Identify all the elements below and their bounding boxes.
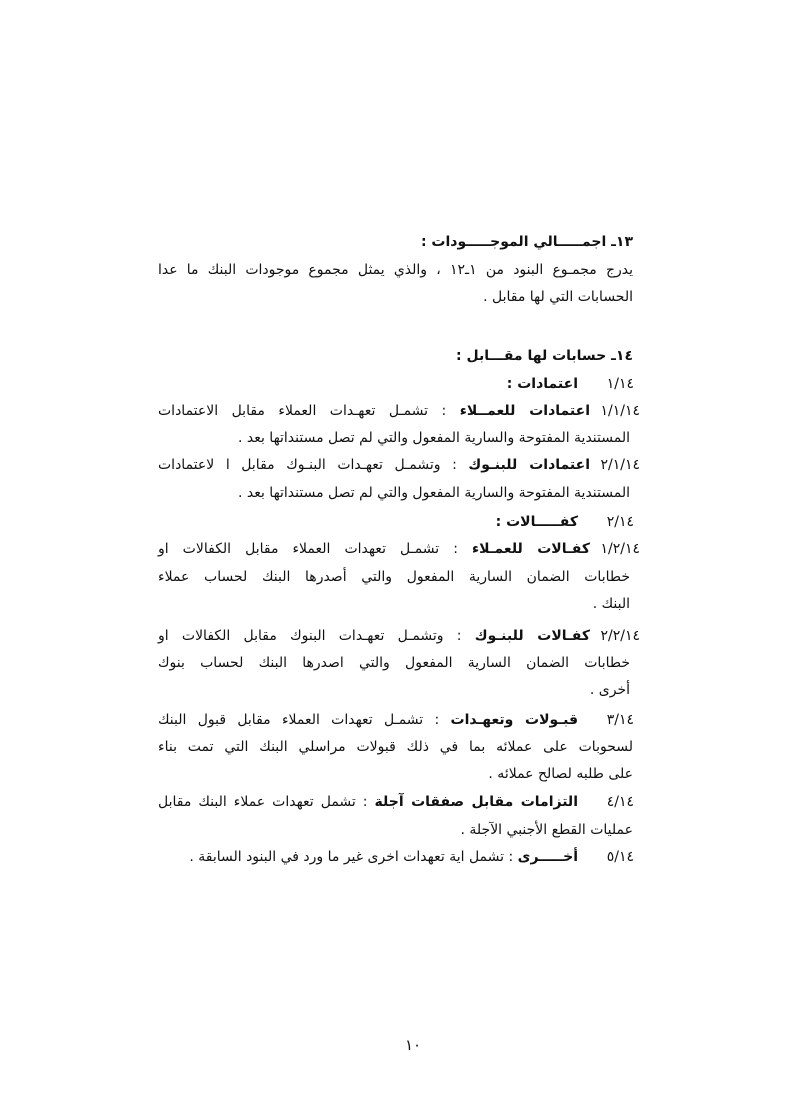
- page-number: ١٠: [405, 1036, 422, 1054]
- item-line: على طلبه لصالح عملائه .: [488, 766, 633, 782]
- item-first-line: قبـولات وتعهـدات : تشمـل تعهدات العملاء مقابل قبول البنك: [158, 712, 578, 728]
- item-number: ٥/١٤: [606, 849, 634, 865]
- item-number: ٢/٢/١٤: [600, 628, 640, 644]
- item-line: عمليات القطع الأجنبي الآجلة .: [460, 822, 633, 838]
- item-title: كفـــــالات :: [495, 514, 578, 530]
- item-number: ٢/١٤: [606, 514, 634, 530]
- item-number: ١/١٤: [606, 376, 634, 392]
- item-line: أخرى .: [589, 682, 630, 698]
- item-line: المستندية المفتوحة والسارية المفعول والتي لم تصل مستنداتها بعد .: [237, 485, 630, 501]
- item-line: خطابات الضمان السارية المفعول والتي أصدرها البنك لحساب عملاء: [158, 569, 630, 585]
- item-first-line: اعتمادات للعمــلاء : تشمـل تعهـدات العملاء مقابل الاعتمادات: [158, 403, 590, 419]
- item-first-line: اعتمادات للبنـوك : وتشمـل تعهـدات البنـوك مقابل ا لاعتمادات: [158, 457, 590, 473]
- item-number: ٢/١/١٤: [600, 457, 640, 473]
- item-first-line: التزامات مقابل صفقات آجلة : تشمل تعهدات عملاء البنك مقابل: [158, 794, 578, 810]
- item-line: لسحوبات على عملائه بما في ذلك قبولات مراسلي البنك التي تمت بناء: [158, 739, 633, 755]
- item-first-line: أخـــــرى : تشمل اية تعهدات اخرى غير ما ورد في البنود السابقة .: [189, 849, 578, 865]
- item-number: ٤/١٤: [606, 794, 634, 810]
- section-14-heading: ١٤ـ حسابات لها مقـــابل :: [455, 348, 633, 364]
- item-line: البنك .: [592, 596, 630, 612]
- item-line: خطابات الضمان السارية المفعول والتي اصدرها البنك لحساب بنوك: [158, 655, 630, 671]
- item-number: ١/٢/١٤: [600, 541, 640, 557]
- item-number: ٣/١٤: [606, 712, 634, 728]
- item-title: اعتمادات :: [506, 376, 578, 392]
- item-first-line: كفـالات للعمـلاء : تشمـل تعهدات العملاء مقابل الكفالات او: [158, 541, 590, 557]
- section-13-heading: ١٣ـ اجمـــــالي الموجـــــودات :: [420, 234, 633, 250]
- section-13-line: الحسابات التي لها مقابل .: [483, 289, 633, 305]
- item-first-line: كفـالات للبنـوك : وتشمـل تعهـدات البنوك مقابل الكفالات او: [158, 628, 590, 644]
- item-line: المستندية المفتوحة والسارية المفعول والتي لم تصل مستنداتها بعد .: [237, 430, 630, 446]
- section-13-line: يدرج مجمـوع البنود من ١ـ١٢ ، والذي يمثل مجموع موجودات البنك ما عدا: [158, 262, 633, 278]
- item-number: ١/١/١٤: [600, 403, 640, 419]
